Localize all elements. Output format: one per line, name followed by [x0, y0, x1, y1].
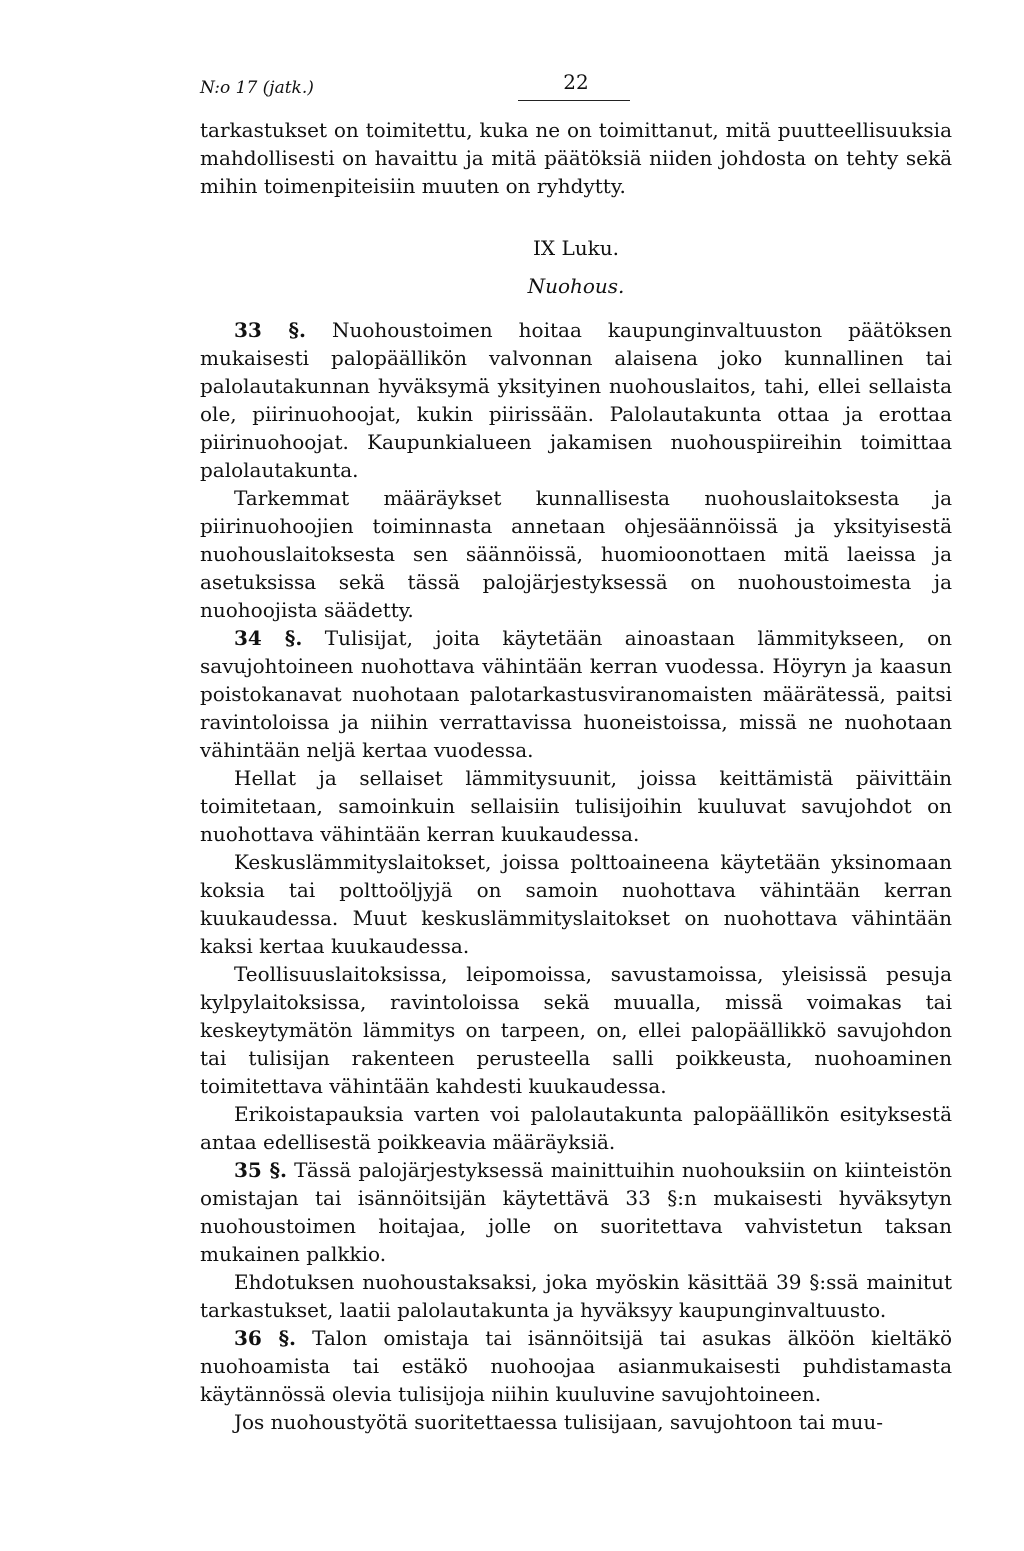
body-text: [200, 316, 952, 1436]
paragraph-text: Tulisijat, joita käytetään ainoastaan lämmitykseen, on savujohtoineen nuohottava vähintään kerran vuodessa. Höyryn ja kaasun poistokanavat nuohotaan palotarkastusviranomaisten määrätessä, paitsi ravintoloissa ja niihin verrattavissa huoneistoissa, missä ne nuohotaan vähintään neljä kertaa vuodessa.: [200, 626, 953, 762]
chapter-title: Nuohous.: [527, 274, 625, 298]
paragraph: [200, 1156, 952, 1268]
paragraph: [200, 624, 952, 764]
series-label: N:o 17 (jatk.): [200, 78, 314, 98]
paragraph: [200, 764, 952, 848]
paragraph-text: Jos nuohoustyötä suoritettaessa tulisijaan, savujohtoon tai muu-: [234, 1410, 883, 1434]
paragraph: [200, 960, 952, 1100]
section-number: 34 §.: [234, 626, 303, 650]
paragraph: [200, 1408, 952, 1436]
paragraph-text: Ehdotuksen nuohoustaksaksi, joka myöskin käsittää 39 §:ssä mainitut tarkastukset, laatii palolautakunta ja hyväksyy kaupunginvaltuusto.: [200, 1270, 952, 1322]
paragraph: [200, 1324, 952, 1408]
section-number: 35 §.: [234, 1158, 287, 1182]
document-page: [200, 60, 952, 1436]
section-number: 36 §.: [234, 1326, 297, 1350]
page-number-rule: [518, 100, 630, 101]
paragraph-text: Hellat ja sellaiset lämmitysuunit, joissa keittämistä päivittäin toimitetaan, samoinkuin sellaisiin tulisijoihin kuuluvat savujohdot on nuohottava vähintään kerran kuukaudessa.: [200, 766, 952, 846]
paragraph-text: Tarkemmat määräykset kunnallisesta nuohouslaitoksesta ja piirinuohoojien toiminnasta annetaan ohjesäännöissä ja yksityisestä nuohouslaitoksesta sen säännöissä, huomioonottaen mitä laeissa ja asetuksissa sekä tässä palojärjestyksessä on nuohoustoimesta ja nuohoojista säädetty.: [200, 486, 952, 622]
section-number: 33 §.: [234, 318, 306, 342]
chapter-heading: IX Luku.: [532, 236, 619, 260]
paragraph: [200, 1100, 952, 1156]
paragraph: [200, 1268, 952, 1324]
paragraph: [200, 316, 952, 484]
intro-paragraph: tarkastukset on toimitettu, kuka ne on toimittanut, mitä puutteellisuuksia mahdollisesti on havaittu ja mitä päätöksiä niiden johdosta on tehty sekä mihin toimenpiteisiin muuten on ryhdytty.: [200, 118, 952, 198]
paragraph-text: Teollisuuslaitoksissa, leipomoissa, savustamoissa, yleisissä pesuja kylpylaitoksissa, ravintoloissa sekä muualla, missä voimakas tai keskeytymätön lämmitys on tarpeen, on, ellei palopäällikkö savujohdon tai tulisijan rakenteen perusteella salli poikkeusta, nuohoaminen toimitettava vähintään kahdesti kuukaudessa.: [200, 962, 952, 1098]
page-header: [200, 60, 952, 116]
paragraph-text: Talon omistaja tai isännöitsijä tai asukas älköön kieltäkö nuohoamista tai estäkö nuohoojaa asianmukaisesti puhdistamasta käytännössä olevia tulisijoja niihin kuuluvine savujohtoineen.: [200, 1326, 952, 1406]
paragraph: [200, 484, 952, 624]
paragraph-text: Tässä palojärjestyksessä mainittuihin nuohouksiin on kiinteistön omistajan tai isännöitsijän käytettävä 33 §:n mukaisesti hyväksytyn nuohoustoimen hoitajaa, jolle on suoritettava vahvistetun taksan mukainen palkkio.: [200, 1158, 953, 1266]
page-number: 22: [563, 70, 589, 94]
paragraph: [200, 848, 952, 960]
paragraph-text: Erikoistapauksia varten voi palolautakunta palopäällikön esityksestä antaa edellisestä poikkeavia määräyksiä.: [200, 1102, 952, 1154]
paragraph-text: Keskuslämmityslaitokset, joissa polttoaineena käytetään yksinomaan koksia tai polttoöljyjä on samoin nuohottava vähintään kerran kuukaudessa. Muut keskuslämmityslaitokset on nuohottava vähintään kaksi kertaa kuukaudessa.: [200, 850, 952, 958]
paragraph-text: Nuohoustoimen hoitaa kaupunginvaltuuston päätöksen mukaisesti palopäällikön valvonnan alaisena joko kunnallinen tai palolautakunnan hyväksymä yksityinen nuohouslaitos, tahi, ellei sellaista ole, piirinuohoojat, kukin piirissään. Palolautakunta ottaa ja erottaa piirinuohoojat. Kaupunkialueen jakamisen nuohouspiireihin toimittaa palolautakunta.: [200, 318, 953, 482]
